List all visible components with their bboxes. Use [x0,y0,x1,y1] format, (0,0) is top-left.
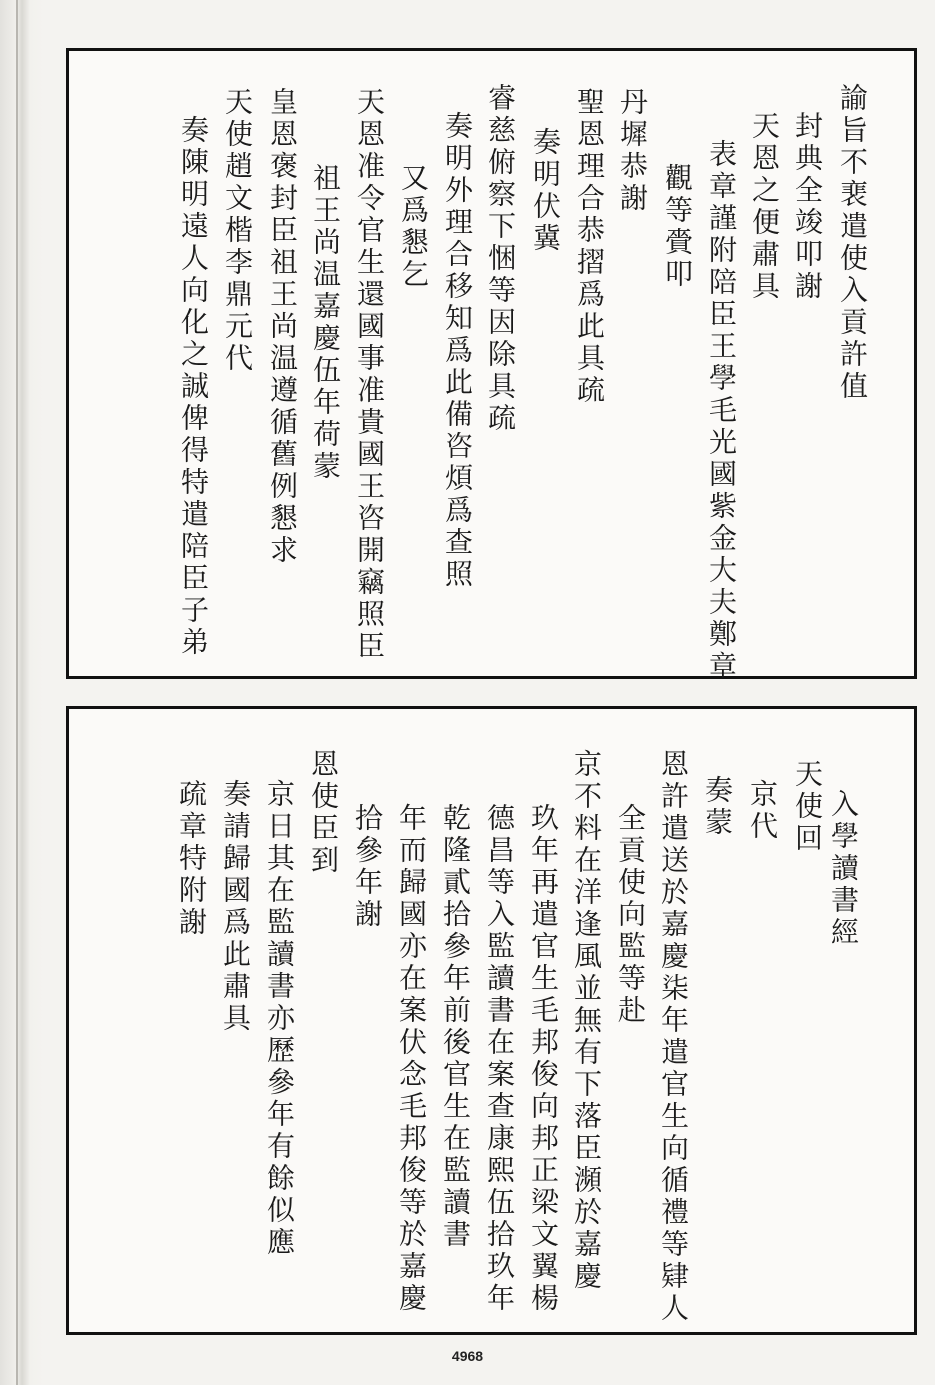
manuscript-column: 玖年再遣官生毛邦俊向邦正梁文翼楊 [527,803,560,1315]
manuscript-column: 拾參年謝 [351,803,384,931]
book-binding-gutter [0,0,44,1385]
manuscript-column: 天恩准令官生還國事准貴國王咨開竊照臣 [353,87,386,663]
manuscript-column: 奏蒙 [701,775,734,839]
top-manuscript-panel [66,48,917,683]
manuscript-column: 入學讀書經 [827,789,860,949]
manuscript-column: 奏陳明遠人向化之誠俾得特遣陪臣子弟 [177,115,210,659]
manuscript-column: 皇恩褒封臣祖王尚温遵循舊例懇求 [266,87,299,567]
manuscript-column: 全貢使向監等赴 [614,803,647,1027]
manuscript-column: 天使回 [791,759,824,855]
manuscript-column: 年而歸國亦在案伏念毛邦俊等於嘉慶 [395,803,428,1315]
manuscript-column: 京代 [746,779,779,843]
manuscript-column: 睿慈俯察下悃等因除具疏 [484,83,517,435]
manuscript-column: 京日其在監讀書亦歷參年有餘似應 [263,779,296,1259]
manuscript-column: 封典全竣叩謝 [791,111,824,303]
manuscript-column: 奏明外理合移知爲此備咨煩爲查照 [441,111,474,591]
manuscript-column: 德昌等入監讀書在案查康熙伍拾玖年 [483,803,516,1315]
manuscript-column: 聖恩理合恭摺爲此具疏 [573,87,606,407]
manuscript-column: 恩使臣到 [307,749,340,877]
binding-fold-line [16,0,18,1385]
manuscript-column: 恩許遣送於嘉慶柒年遣官生向循禮等肄人 [657,749,690,1325]
manuscript-column: 乾隆貳拾參年前後官生在監讀書 [439,803,472,1251]
manuscript-column: 觀等賫叩 [661,163,694,291]
manuscript-column: 天使趙文楷李鼎元代 [221,87,254,375]
manuscript-column: 京不料在洋逢風並無有下落臣瀕於嘉慶 [570,749,603,1293]
manuscript-column: 丹墀恭謝 [616,87,649,215]
manuscript-column: 疏章特附謝 [175,779,208,939]
manuscript-column: 奏請歸國爲此肅具 [219,779,252,1035]
manuscript-column: 又爲懇乞 [397,163,430,291]
manuscript-column: 天恩之便肅具 [748,111,781,303]
manuscript-column: 諭旨不裵遣使入貢許值 [836,83,869,403]
manuscript-column: 祖王尚温嘉慶伍年荷蒙 [309,163,342,483]
manuscript-column: 奏明伏冀 [529,127,562,255]
bottom-manuscript-panel [66,706,917,1335]
manuscript-column: 表章謹附陪臣王學毛光國紫金大夫鄭章 [705,139,738,683]
page-number: 4968 [451,1348,484,1364]
